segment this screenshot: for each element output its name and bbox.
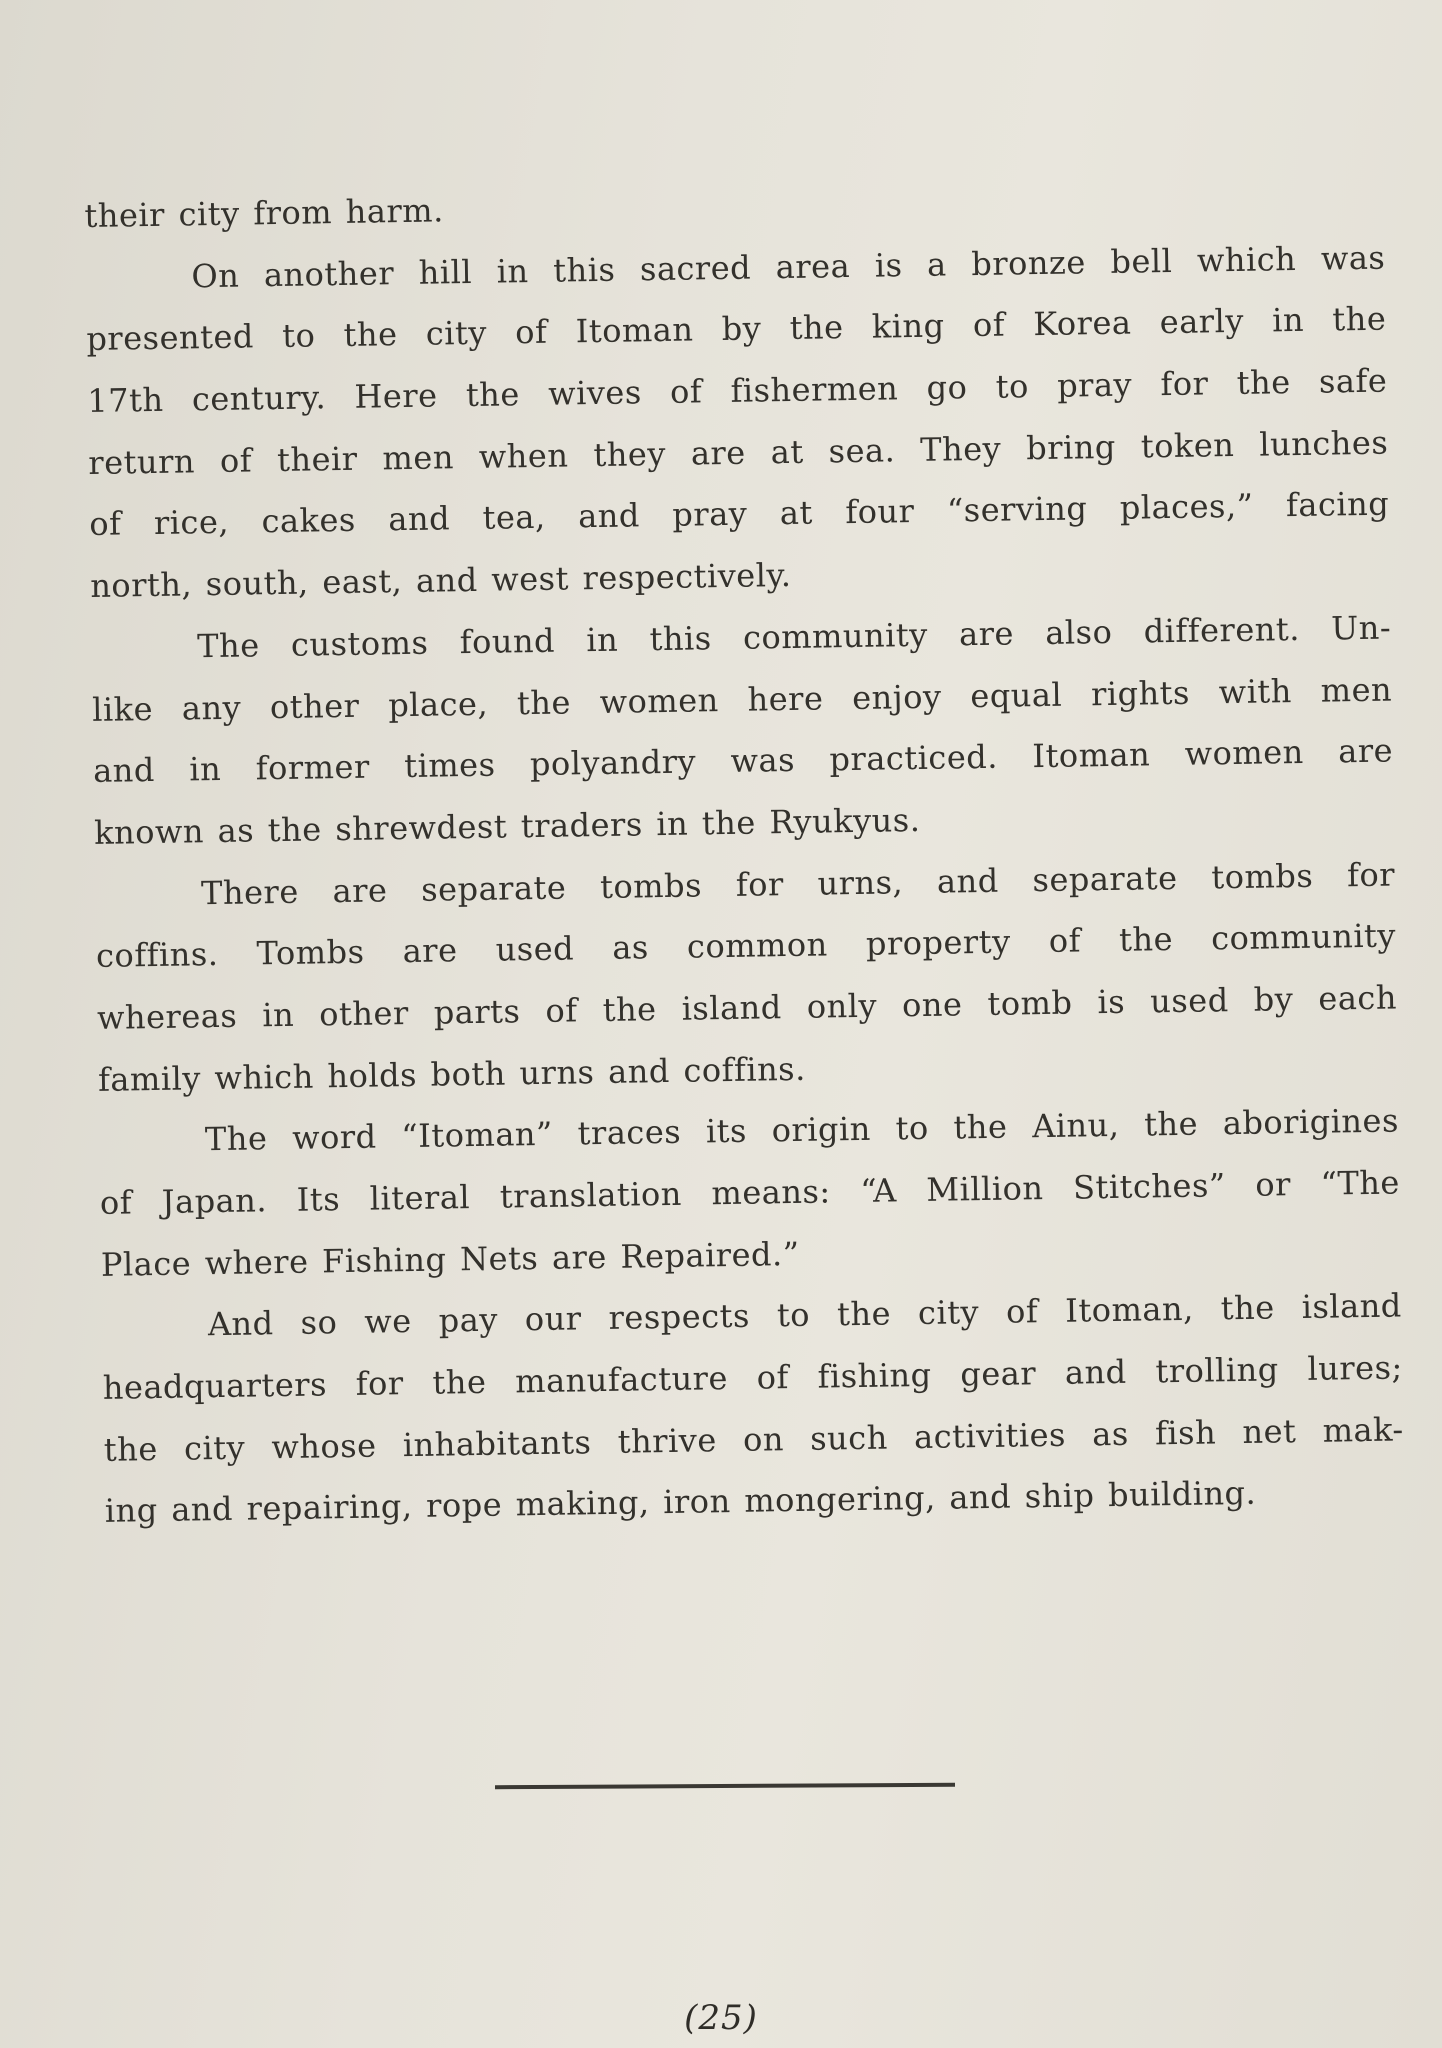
- text-line: and in former times polyandry was practiced. Itoman women are: [92, 731, 1394, 791]
- text-line: 17th century. Here the wives of fishermen go to pray for the safe: [87, 361, 1388, 421]
- text-line: their city from harm.: [84, 191, 445, 235]
- text-line: The customs found in this community are also different. Un-: [196, 608, 1392, 666]
- text-line: of Japan. Its literal translation means: “A Million Stitches” or “The: [99, 1163, 1401, 1222]
- text-line: family which holds both urns and coffins.: [97, 1049, 807, 1099]
- body-text: [84, 166, 1405, 1543]
- text-line: On another hill in this sacred area is a bronze bell which was: [191, 238, 1386, 296]
- text-line: north, south, east, and west respectively.: [89, 556, 792, 606]
- text-line: coffins. Tombs are used as common property of the community: [95, 916, 1397, 976]
- text-line: And so we pay our respects to the city of Itoman, the island: [207, 1286, 1403, 1344]
- text-line: return of their men when they are at sea. They bring token lunches: [88, 423, 1389, 482]
- text-line: The word “Itoman” traces its origin to the Ainu, the aborigines: [204, 1101, 1400, 1159]
- text-line: the city whose inhabitants thrive on such activities as fish net mak-: [103, 1410, 1404, 1469]
- text-line: ing and repairing, rope making, iron mongering, and ship building.: [104, 1474, 1257, 1531]
- section-divider-rule: [495, 1783, 955, 1789]
- text-line: known as the shrewdest traders in the Ryukyus.: [93, 800, 921, 852]
- text-line: Place where Fishing Nets are Repaired.”: [100, 1234, 800, 1284]
- page-number: (25): [684, 1998, 758, 2038]
- text-line: like any other place, the women here enjoy equal rights with men: [91, 670, 1393, 729]
- text-line: headquarters for the manufacture of fishing gear and trolling lures;: [102, 1348, 1404, 1407]
- text-line: of rice, cakes and tea, and pray at four “serving places,” facing: [89, 484, 1390, 544]
- text-line: There are separate tombs for urns, and separate tombs for: [200, 855, 1396, 912]
- text-line: presented to the city of Itoman by the king of Korea early in the: [86, 299, 1387, 359]
- text-line: whereas in other parts of the island only one tomb is used by each: [96, 978, 1398, 1037]
